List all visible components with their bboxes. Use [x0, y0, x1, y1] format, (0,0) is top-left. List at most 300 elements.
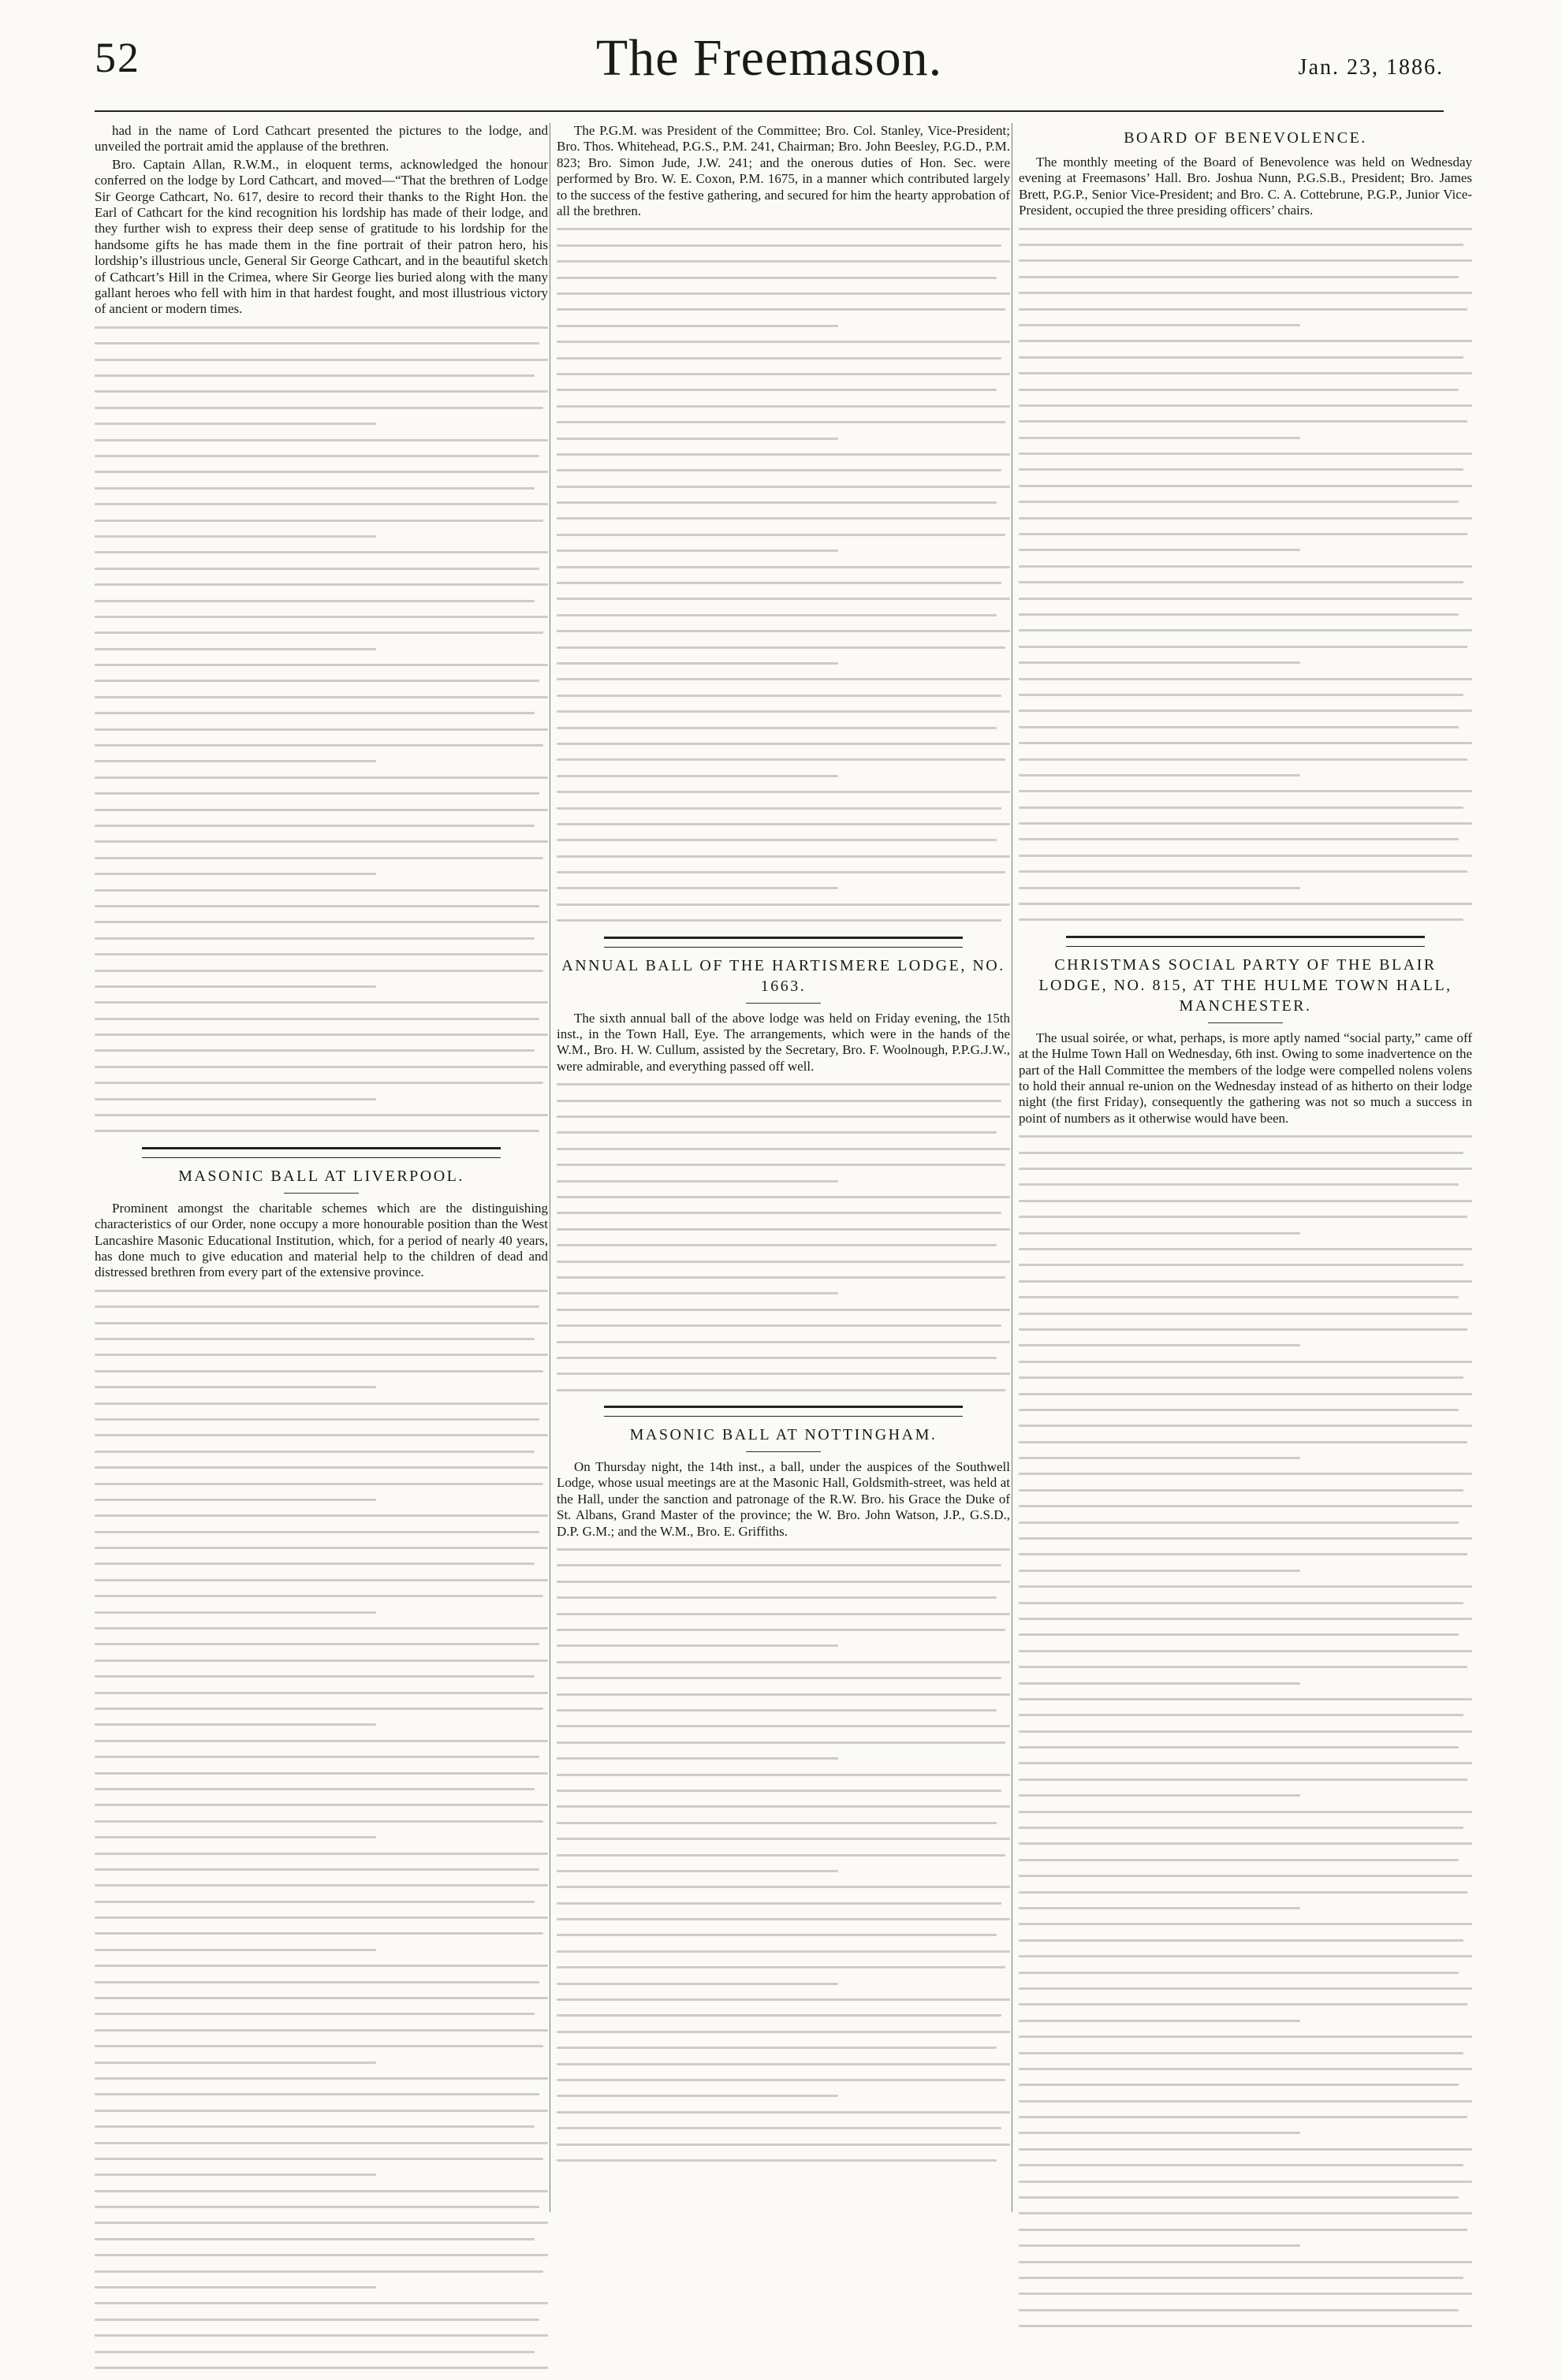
text-line [1019, 671, 1472, 687]
text-line [557, 671, 1010, 687]
text-line [1019, 2302, 1472, 2318]
text-line [95, 1942, 548, 1957]
heading-rule [746, 1451, 821, 1453]
text-line [557, 2136, 1010, 2152]
text-line [557, 527, 1010, 542]
text-line [557, 1285, 1010, 1301]
text-line [1019, 1241, 1472, 1257]
text-line [95, 2199, 548, 2214]
text-line [95, 352, 548, 367]
section-heading: MASONIC BALL AT LIVERPOOL. [178, 1167, 464, 1185]
text-line [95, 1974, 548, 1990]
text-line [95, 769, 548, 785]
text-line [1019, 413, 1472, 429]
text-line [557, 1302, 1010, 1317]
text-line [557, 1269, 1010, 1285]
text-line [1019, 2093, 1472, 2109]
text-line [1019, 365, 1472, 381]
text-line [557, 1221, 1010, 1237]
text-line [1019, 2173, 1472, 2189]
text-line [95, 2183, 548, 2199]
text-line [1019, 590, 1472, 606]
text-line [557, 1718, 1010, 1734]
text-line [557, 1173, 1010, 1189]
text-line [95, 963, 548, 978]
text-line [95, 785, 548, 801]
text-line [1019, 702, 1472, 718]
text-line [1019, 1965, 1472, 1980]
text-line [1019, 2028, 1472, 2044]
text-line [1019, 269, 1472, 285]
text-line [95, 432, 548, 448]
text-line [1019, 1369, 1472, 1385]
text-line [557, 1798, 1010, 1814]
text-line [1019, 896, 1472, 911]
text-line [95, 561, 548, 576]
text-line [557, 1927, 1010, 1942]
text-line [95, 1700, 548, 1716]
text-line [95, 528, 548, 544]
text-line [1019, 2109, 1472, 2125]
text-line [1019, 2013, 1472, 2028]
text-line [95, 641, 548, 657]
text-line [1019, 1482, 1472, 1498]
text-line [557, 1637, 1010, 1653]
text-line [95, 576, 548, 592]
text-line [95, 1990, 548, 2006]
text-line [95, 705, 548, 721]
text-line [95, 1620, 548, 1636]
text-line [95, 1443, 548, 1459]
text-line [557, 1350, 1010, 1365]
text-line [1019, 1337, 1472, 1353]
text-line [557, 1541, 1010, 1557]
text-line [1019, 1626, 1472, 1642]
text-line [1019, 654, 1472, 670]
text-line [557, 2056, 1010, 2072]
text-line [557, 253, 1010, 269]
text-line [1019, 2254, 1472, 2270]
text-line [557, 1847, 1010, 1863]
text-line [557, 2088, 1010, 2103]
section-divider [604, 937, 963, 948]
text-line [95, 2135, 548, 2151]
text-line [95, 1733, 548, 1749]
text-line [95, 1861, 548, 1877]
column-1 [95, 123, 548, 2380]
text-line [1019, 1289, 1472, 1305]
header-rule [95, 110, 1444, 112]
text-line [95, 1363, 548, 1379]
lodge-cathcart-article [95, 123, 548, 1139]
text-line [1019, 430, 1472, 445]
text-line [95, 512, 548, 528]
text-line [1019, 1434, 1472, 1450]
text-line [95, 2151, 548, 2166]
text-line [557, 912, 1010, 928]
text-line [1019, 1530, 1472, 1546]
text-line [557, 1076, 1010, 1092]
text-line [557, 366, 1010, 382]
text-line [557, 542, 1010, 558]
liverpool-ball-continued [557, 123, 1010, 929]
text-line [557, 607, 1010, 623]
hartismere-ball-article [557, 955, 1010, 1398]
text-line [1019, 1145, 1472, 1160]
text-line [95, 1797, 548, 1812]
text-line [95, 1091, 548, 1107]
text-line [1019, 1804, 1472, 1819]
text-line [557, 1654, 1010, 1670]
text-line [95, 689, 548, 705]
text-line [1019, 1402, 1472, 1417]
text-line [95, 1059, 548, 1075]
text-line [557, 430, 1010, 446]
text-line [557, 414, 1010, 430]
text-line [1019, 445, 1472, 461]
text-line [557, 462, 1010, 478]
text-line [1019, 606, 1472, 622]
text-line [95, 866, 548, 881]
page-number: 52 [95, 34, 140, 81]
text-line [557, 1622, 1010, 1637]
text-line [1019, 382, 1472, 397]
text-line [95, 1026, 548, 1042]
text-line [557, 479, 1010, 494]
text-line [95, 1829, 548, 1845]
text-line [95, 1636, 548, 1652]
masthead-title: The Freemason. [595, 29, 943, 87]
text-line [1019, 478, 1472, 494]
article-paragraph: The P.G.M. was President of the Committee; Bro. Col. Stanley, Vice-President; Bro. Thos. Whitehead, P.G.S., P.M. 241, Chairman; Bro. John Beesley, P.G.D., P.M. 823; Bro. Simon Jude, J.W. 241; and the onerous duties of Hon. Sec. were performed by Bro. W. E. Coxon, P.M. 1675, in a manner which contributed largely to the success of the festive gathering, and secured for him the hearty approbation of all the brethren. [557, 123, 1010, 219]
text-line [557, 1253, 1010, 1269]
text-line [1019, 719, 1472, 735]
article-body-continued [1019, 1128, 1472, 2333]
text-line [95, 2344, 548, 2360]
section-divider [142, 1147, 501, 1158]
text-line [1019, 2237, 1472, 2253]
text-line [1019, 1305, 1472, 1321]
text-line [1019, 831, 1472, 847]
text-line [1019, 526, 1472, 542]
text-line [95, 415, 548, 431]
text-line [1019, 1980, 1472, 1996]
text-line [1019, 1948, 1472, 1964]
text-line [557, 1365, 1010, 1381]
text-line [1019, 880, 1472, 896]
text-line [95, 1846, 548, 1861]
text-line [1019, 1209, 1472, 1224]
text-line [95, 448, 548, 464]
text-line [1019, 1514, 1472, 1530]
text-line [1019, 2157, 1472, 2173]
text-line [95, 1957, 548, 1973]
text-line [557, 398, 1010, 414]
issue-date: Jan. 23, 1886. [1298, 55, 1444, 80]
text-line [557, 1686, 1010, 1702]
text-line [557, 1382, 1010, 1398]
text-line [95, 2054, 548, 2070]
text-line [557, 1895, 1010, 1911]
text-line [95, 319, 548, 335]
text-line [557, 1237, 1010, 1253]
column-3 [1019, 123, 1472, 2339]
text-line [1019, 911, 1472, 927]
text-line [557, 1334, 1010, 1350]
text-line [557, 1991, 1010, 2007]
text-line [557, 1815, 1010, 1831]
text-line [557, 720, 1010, 736]
text-line [1019, 542, 1472, 557]
text-line [557, 1767, 1010, 1782]
text-line [557, 784, 1010, 799]
text-line [95, 2166, 548, 2182]
text-line [1019, 1273, 1472, 1289]
text-line [95, 1894, 548, 1909]
text-line [95, 544, 548, 560]
text-line [95, 1668, 548, 1684]
text-line [1019, 2189, 1472, 2205]
text-line [1019, 1996, 1472, 2012]
section-divider [1066, 936, 1425, 947]
text-line [557, 1574, 1010, 1589]
article-paragraph: The sixth annual ball of the above lodge was held on Friday evening, the 15th inst., in the Town Hall, Eye. The arrangements, which were in the hands of the W.M., Bro. H. W. Cullum, assisted by the Secretary, Bro. F. Woolnough, P.P.G.J.W., were admirable, and everything passed off well. [557, 1010, 1010, 1074]
text-line [95, 1877, 548, 1893]
text-line [1019, 1819, 1472, 1835]
text-line [557, 1156, 1010, 1172]
text-line [557, 1670, 1010, 1685]
text-line [95, 383, 548, 399]
text-line [557, 1557, 1010, 1573]
benevolence-article [1019, 128, 1472, 928]
text-line [1019, 2205, 1472, 2221]
page-header [95, 28, 1444, 103]
text-line [557, 2104, 1010, 2120]
text-line [557, 333, 1010, 349]
text-line [1019, 461, 1472, 477]
text-line [95, 2247, 548, 2263]
text-line [95, 1685, 548, 1700]
text-line [1019, 1321, 1472, 1337]
text-line [1019, 494, 1472, 509]
text-line [95, 1411, 548, 1427]
text-line [1019, 397, 1472, 413]
text-line [95, 930, 548, 946]
text-line [1019, 1595, 1472, 1611]
text-line [95, 1395, 548, 1411]
text-line [95, 2118, 548, 2134]
text-line [557, 575, 1010, 590]
text-line [1019, 2318, 1472, 2333]
text-line [95, 2327, 548, 2343]
text-line [557, 510, 1010, 526]
text-line [1019, 574, 1472, 590]
text-line [95, 721, 548, 737]
text-line [95, 1909, 548, 1925]
article-paragraph: had in the name of Lord Cathcart presented the pictures to the lodge, and unveiled the portrait amid the applause of the brethren. [95, 123, 548, 155]
text-line [95, 400, 548, 415]
text-line [95, 1572, 548, 1588]
text-line [95, 1507, 548, 1523]
text-line [557, 639, 1010, 655]
text-line [557, 270, 1010, 285]
text-line [557, 1782, 1010, 1798]
text-line [1019, 1128, 1472, 1144]
article-body-continued [95, 1283, 548, 2376]
text-line [95, 2038, 548, 2054]
text-line [1019, 751, 1472, 767]
text-line [557, 736, 1010, 751]
heading-rule [284, 1193, 359, 1194]
text-line [557, 623, 1010, 639]
text-line [1019, 1835, 1472, 1851]
article-paragraph: Bro. Captain Allan, R.W.M., in eloquent terms, acknowledged the honour conferred on the lodge by Lord Cathcart, and moved—“That the brethren of Lodge Sir George Cathcart, No. 617, desire to record their thanks to the Right Hon. the Earl of Cathcart for the kind recognition his lordship has made of their lodge, and they further wish to express their deep sense of gratitude to his lordship for the handsome gifts he has made them in the fine portrait of their patron hero, his lordship’s illustrious uncle, General Sir George Cathcart, and in the beautiful sketch of Cathcart’s Hill in the Crimea, where Sir George lies buried along with the many gallant heroes who fell with him in that hardest fought, and most illustrious victory of ancient or modern times. [95, 156, 548, 317]
text-line [95, 2279, 548, 2295]
text-line [1019, 1755, 1472, 1771]
text-line [557, 1317, 1010, 1333]
text-line [95, 2022, 548, 2038]
text-line [1019, 333, 1472, 348]
text-line [1019, 1771, 1472, 1787]
text-line [557, 1205, 1010, 1220]
text-line [95, 1476, 548, 1492]
text-line [557, 655, 1010, 671]
text-line [557, 751, 1010, 767]
text-line [1019, 1225, 1472, 1241]
text-line [95, 914, 548, 929]
text-line [557, 896, 1010, 912]
section-divider [604, 1406, 963, 1417]
text-line [557, 864, 1010, 880]
text-line [1019, 349, 1472, 365]
text-line [1019, 221, 1472, 237]
text-line [557, 1734, 1010, 1750]
text-line [1019, 510, 1472, 526]
text-line [95, 2006, 548, 2021]
text-line [557, 1606, 1010, 1622]
text-line [1019, 1611, 1472, 1626]
text-line [557, 1189, 1010, 1205]
text-line [557, 1831, 1010, 1846]
text-line [557, 382, 1010, 397]
text-line [1019, 252, 1472, 268]
text-line [95, 1379, 548, 1395]
article-body-continued [95, 319, 548, 1139]
text-line [1019, 1659, 1472, 1674]
text-line [557, 1911, 1010, 1927]
text-line [95, 1604, 548, 1620]
text-line [1019, 2285, 1472, 2301]
text-line [557, 1108, 1010, 1124]
text-line [1019, 1884, 1472, 1900]
text-line [1019, 1739, 1472, 1755]
article-paragraph: Prominent amongst the charitable schemes which are the distinguishing characteristics of our Order, none occupy a more honourable position than the West Lancashire Masonic Educational Institution, which, for a period of nearly 40 years, has done much to give education and material help to the children of dead and distressed brethren from every part of the extensive province. [95, 1200, 548, 1280]
text-line [1019, 2270, 1472, 2285]
text-line [557, 1589, 1010, 1605]
section-heading: CHRISTMAS SOCIAL PARTY OF THE BLAIR LODGE, NO. 815, AT THE HULME TOWN HALL, MANCHESTER. [1038, 955, 1452, 1015]
text-line [1019, 1450, 1472, 1466]
article-body-continued [557, 1076, 1010, 1398]
text-line [95, 2103, 548, 2118]
text-line [95, 1492, 548, 1507]
text-line [95, 2295, 548, 2311]
text-line [95, 1813, 548, 1829]
text-line [95, 464, 548, 479]
text-line [1019, 1354, 1472, 1369]
text-line [95, 624, 548, 640]
text-line [95, 1765, 548, 1781]
text-line [557, 1093, 1010, 1108]
text-line [1019, 1466, 1472, 1481]
text-line [95, 818, 548, 833]
text-line [1019, 767, 1472, 783]
text-line [1019, 1176, 1472, 1192]
text-line [1019, 1257, 1472, 1272]
text-line [95, 1925, 548, 1941]
text-line [557, 1863, 1010, 1879]
text-line [95, 737, 548, 753]
text-line [557, 559, 1010, 575]
text-line [557, 237, 1010, 253]
text-line [557, 1702, 1010, 1718]
text-line [557, 1124, 1010, 1140]
text-line [1019, 2141, 1472, 2157]
text-line [95, 2086, 548, 2102]
section-heading: BOARD OF BENEVOLENCE. [1124, 129, 1367, 147]
text-line [1019, 735, 1472, 751]
text-line [557, 221, 1010, 237]
text-line [95, 1107, 548, 1123]
text-line [95, 994, 548, 1010]
text-line [1019, 1868, 1472, 1883]
text-line [1019, 558, 1472, 574]
text-line [95, 593, 548, 609]
text-line [1019, 687, 1472, 702]
liverpool-ball-article [95, 1166, 548, 2376]
text-line [95, 978, 548, 994]
text-line [1019, 783, 1472, 799]
text-line [1019, 2076, 1472, 2092]
text-line [95, 850, 548, 866]
text-line [557, 301, 1010, 317]
article-paragraph: The monthly meeting of the Board of Benevolence was held on Wednesday evening at Freemasons’ Hall. Bro. Joshua Nunn, P.G.S.B., President; Bro. James Brett, P.G.P., Senior Vice-President; and Bro. C. A. Cottebrune, P.G.P., Junior Vice-President, occupied the three presiding officers’ chairs. [1019, 155, 1472, 218]
text-line [95, 1524, 548, 1540]
text-line [95, 1555, 548, 1571]
article-paragraph: On Thursday night, the 14th inst., a ball, under the auspices of the Southwell Lodge, whose usual meetings are at the Masonic Hall, Goldsmith-street, was held at the Hall, under the sanction and patronage of the R.W. Bro. his Grace the Duke of St. Albans, Grand Master of the province; the W. Bro. John Watson, J.P., G.S.D., D.P. G.M.; and the W.M., Bro. E. Griffiths. [557, 1459, 1010, 1539]
text-line [95, 2231, 548, 2247]
section-heading: ANNUAL BALL OF THE HARTISMERE LODGE, NO. 1663. [561, 956, 1005, 995]
text-line [95, 2263, 548, 2279]
text-line [557, 703, 1010, 719]
text-line [95, 1588, 548, 1603]
text-line [1019, 1193, 1472, 1209]
text-line [95, 1283, 548, 1298]
text-line [1019, 2045, 1472, 2061]
text-line [557, 2039, 1010, 2055]
text-line [1019, 285, 1472, 300]
text-line [95, 833, 548, 849]
text-line [95, 1042, 548, 1058]
text-line [557, 800, 1010, 816]
text-line [1019, 815, 1472, 831]
text-line [1019, 1160, 1472, 1176]
text-line [557, 1943, 1010, 1959]
text-line [95, 1298, 548, 1314]
text-line [1019, 1900, 1472, 1916]
text-line [1019, 1691, 1472, 1707]
text-line [557, 848, 1010, 864]
text-line [95, 335, 548, 351]
